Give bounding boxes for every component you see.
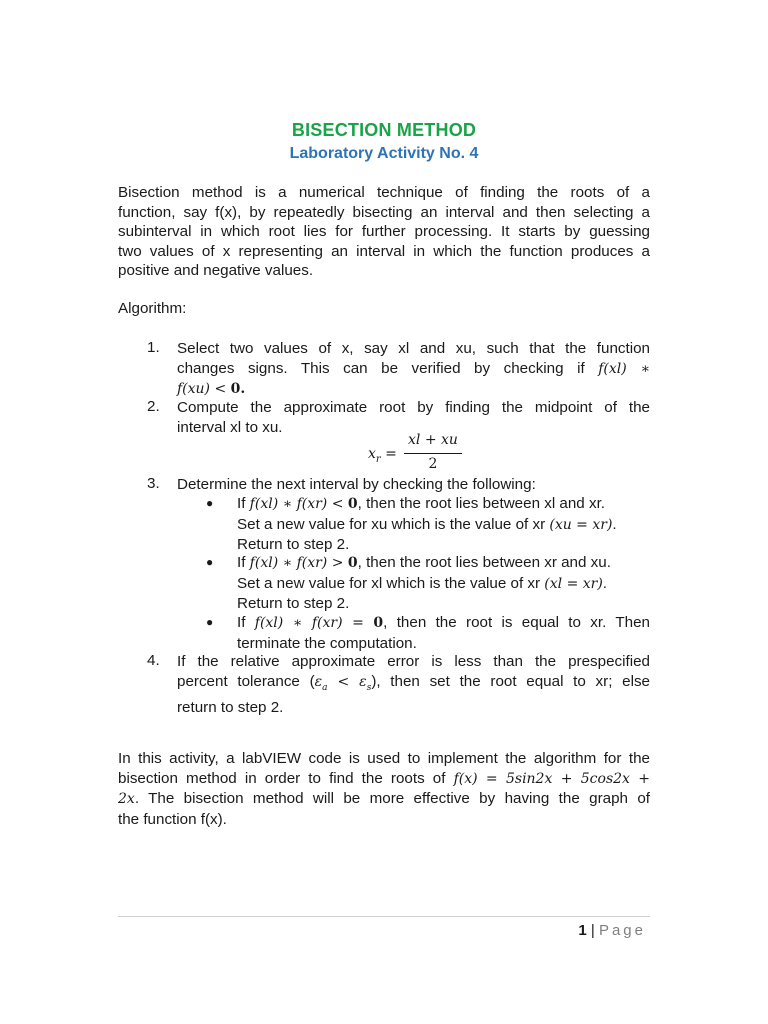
step-line: Determine the next interval by checking the following: bbox=[177, 476, 536, 493]
math-expression: $\varepsilon_a < \varepsilon_s$ bbox=[314, 673, 372, 693]
page-number: 1 bbox=[578, 922, 587, 939]
condition-3 bbox=[237, 613, 650, 653]
intro-line: positive and negative values. bbox=[118, 262, 314, 280]
intro-line: subinterval in which root lies for further processing. It starts by guessing bbox=[118, 223, 650, 241]
math-expression: f(xu) < bbox=[177, 381, 231, 398]
bullet-icon: ● bbox=[206, 615, 214, 629]
math-zero: 0 bbox=[373, 615, 384, 631]
step-line: interval xl to xu. bbox=[177, 418, 283, 436]
step-number: 2. bbox=[147, 398, 160, 415]
step-line: If the relative approximate error is less than the prespecified bbox=[177, 653, 650, 670]
intro-paragraph bbox=[118, 183, 650, 281]
formula-denominator: 2 bbox=[428, 456, 438, 472]
math-expression: f(x) = 5sin2x + 5cos2x + bbox=[453, 770, 651, 787]
math-zero: 0 bbox=[230, 381, 241, 398]
math-expression: f(xl) ∗ f(xr) = bbox=[254, 615, 374, 631]
bullet-icon: ● bbox=[206, 555, 214, 569]
condition-line: Return to step 2. bbox=[237, 536, 350, 554]
condition-line: If f(xl) ∗ f(xr) = 0, then the root is equal to xr. Then bbox=[237, 614, 650, 631]
step-line: percent tolerance $(\varepsilon_a < \varepsilon_s)$, then set the root equal to xr; else bbox=[177, 672, 650, 693]
closing-line: bisection method in order to find the roots of f(x) = 5sin2x + 5cos2x + bbox=[118, 769, 651, 787]
step-number: 4. bbox=[147, 652, 160, 669]
math-expression: (xl = xr) bbox=[544, 575, 603, 592]
condition-line: Set a new value for xu which is the value of xr (xu = xr). bbox=[237, 515, 617, 533]
math-zero: 0 bbox=[347, 496, 358, 512]
step-line: Select two values of x, say xl and xu, such that the function bbox=[177, 340, 650, 357]
step-line: Compute the approximate root by finding the midpoint of the bbox=[177, 399, 650, 416]
math-expression: f(xl) ∗ bbox=[598, 360, 650, 377]
condition-line: If f(xl) ∗ f(xr) > 0, then the root lies between xr and xu. bbox=[237, 554, 611, 571]
step-3 bbox=[177, 475, 650, 495]
step-line bbox=[177, 359, 650, 380]
intro-line: function, say f(x), by repeatedly bisecting an interval and then selecting a bbox=[118, 203, 650, 221]
formula-numerator: xl + xu bbox=[408, 432, 458, 448]
bullet-icon: ● bbox=[206, 496, 214, 510]
closing-paragraph bbox=[118, 749, 650, 829]
math-expression: f(xl) ∗ f(xr) < bbox=[249, 496, 348, 512]
step-4 bbox=[177, 652, 650, 718]
step-number: 1. bbox=[147, 339, 160, 356]
intro-line: Bisection method is a numerical technique of finding the roots of a bbox=[118, 184, 650, 201]
midpoint-formula bbox=[368, 432, 468, 476]
condition-line: terminate the computation. bbox=[237, 634, 417, 652]
footer-divider bbox=[118, 916, 650, 917]
page-subtitle: Laboratory Activity No. 4 bbox=[289, 145, 479, 162]
page-footer bbox=[578, 922, 646, 939]
condition-line: Set a new value for xl which is the value of xr (xl = xr). bbox=[237, 574, 608, 592]
step-1 bbox=[177, 339, 650, 400]
condition-2 bbox=[237, 553, 650, 614]
closing-line: In this activity, a labVIEW code is used to implement the algorithm for the bbox=[118, 750, 650, 767]
step-text: changes signs. This can be verified by checking if bbox=[177, 359, 599, 377]
condition-1 bbox=[237, 494, 650, 555]
math-zero: 0 bbox=[347, 555, 358, 571]
footer-separator: | bbox=[586, 922, 599, 939]
math-period: . bbox=[240, 381, 246, 398]
math-expression: 2x bbox=[118, 791, 135, 808]
math-expression: f(xl) ∗ f(xr) > bbox=[249, 555, 348, 571]
closing-line: the function f(x). bbox=[118, 810, 227, 828]
math-expression: (xu = xr) bbox=[549, 516, 613, 533]
step-line bbox=[177, 379, 650, 400]
algorithm-label: Algorithm: bbox=[118, 300, 187, 317]
step-line: return to step 2. bbox=[177, 698, 284, 716]
condition-line: Return to step 2. bbox=[237, 595, 350, 613]
step-number: 3. bbox=[147, 475, 160, 492]
page-label: Page bbox=[598, 922, 646, 939]
intro-line: two values of x representing an interval in which the function produces a bbox=[118, 242, 650, 260]
formula-lhs: $x_r$ = bbox=[368, 446, 397, 465]
condition-line: If f(xl) ∗ f(xr) < 0, then the root lies between xl and xr. bbox=[237, 495, 606, 512]
page-title: BISECTION METHOD bbox=[291, 120, 477, 140]
closing-line: 2x. The bisection method will be more effective by having the graph of bbox=[118, 790, 650, 808]
fraction-bar bbox=[404, 453, 462, 454]
